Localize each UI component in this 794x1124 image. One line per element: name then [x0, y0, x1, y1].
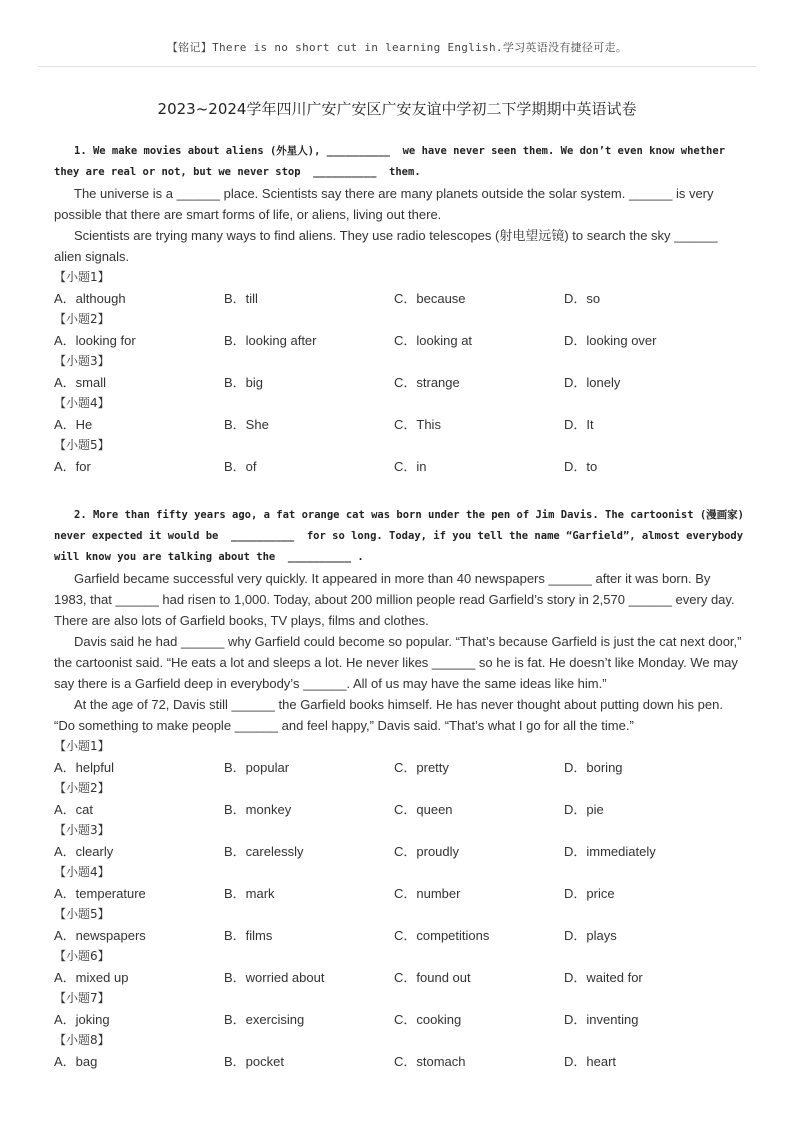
- header-divider: [38, 66, 756, 67]
- subquestion-label: 【小题4】: [54, 865, 110, 879]
- option-a[interactable]: A．small: [54, 375, 107, 390]
- question-stem: 2. More than fifty years ago, a fat orange cat was born under the pen of Jim Davis. The cartoonist (漫画家) never expected it would be __________ for so long. Today, if you tell the name “Garfield”, almost everybody will know you are talking about the __________ .: [54, 509, 751, 563]
- option-c[interactable]: C．cooking: [394, 1012, 462, 1027]
- option-c[interactable]: C．queen: [394, 802, 453, 817]
- option-a[interactable]: A．clearly: [54, 844, 114, 859]
- option-b[interactable]: B．big: [224, 375, 264, 390]
- subquestion-label: 【小题2】: [54, 781, 110, 795]
- option-d[interactable]: D．pie: [564, 802, 604, 817]
- option-b[interactable]: B．popular: [224, 760, 290, 775]
- options-row: [54, 925, 744, 946]
- option-a[interactable]: A．He: [54, 417, 93, 432]
- options-row: [54, 414, 744, 435]
- option-c[interactable]: C．found out: [394, 970, 471, 985]
- options-row: [54, 288, 744, 309]
- option-b[interactable]: B．pocket: [224, 1054, 284, 1069]
- passage-paragraph: At the age of 72, Davis still ______ the Garfield books himself. He has never thought about putting down his pen. “Do something to make people ______ and feel happy,” Davis said. “That’s what I go for all the time.”: [54, 697, 723, 733]
- header-motto: 【铭记】There is no short cut in learning English.学习英语没有捷径可走。: [166, 41, 628, 54]
- subquestion-label: 【小题1】: [54, 739, 110, 753]
- option-d[interactable]: D．inventing: [564, 1012, 639, 1027]
- subquestion-label: 【小题2】: [54, 312, 110, 326]
- options-row: [54, 799, 744, 820]
- option-a[interactable]: A．cat: [54, 802, 94, 817]
- question-1: [54, 141, 744, 477]
- options-row: [54, 330, 744, 351]
- option-a[interactable]: A．looking for: [54, 333, 136, 348]
- option-d[interactable]: D．waited for: [564, 970, 643, 985]
- option-b[interactable]: B．mark: [224, 886, 275, 901]
- options-row: [54, 1051, 744, 1072]
- subquestion-label: 【小题4】: [54, 396, 110, 410]
- option-d[interactable]: D．looking over: [564, 333, 657, 348]
- subquestion-label: 【小题3】: [54, 823, 110, 837]
- option-b[interactable]: B．till: [224, 291, 258, 306]
- option-c[interactable]: C．in: [394, 459, 427, 474]
- options-row: [54, 841, 744, 862]
- option-d[interactable]: D．so: [564, 291, 601, 306]
- option-b[interactable]: B．worried about: [224, 970, 325, 985]
- options-row: [54, 883, 744, 904]
- option-b[interactable]: B．exercising: [224, 1012, 305, 1027]
- option-b[interactable]: B．of: [224, 459, 257, 474]
- option-c[interactable]: C．strange: [394, 375, 460, 390]
- option-d[interactable]: D．heart: [564, 1054, 617, 1069]
- option-a[interactable]: A．mixed up: [54, 970, 129, 985]
- option-a[interactable]: A．temperature: [54, 886, 146, 901]
- option-c[interactable]: C．This: [394, 417, 441, 432]
- option-a[interactable]: A．joking: [54, 1012, 110, 1027]
- subquestion-label: 【小题6】: [54, 949, 110, 963]
- page-title: 2023~2024学年四川广安广安区广安友谊中学初二下学期期中英语试卷: [157, 100, 637, 118]
- subquestion-label: 【小题5】: [54, 907, 110, 921]
- option-a[interactable]: A．bag: [54, 1054, 98, 1069]
- options-row: [54, 757, 744, 778]
- option-b[interactable]: B．films: [224, 928, 273, 943]
- option-b[interactable]: B．carelessly: [224, 844, 304, 859]
- option-c[interactable]: C．pretty: [394, 760, 449, 775]
- options-row: [54, 1009, 744, 1030]
- option-d[interactable]: D．price: [564, 886, 615, 901]
- subquestion-label: 【小题3】: [54, 354, 110, 368]
- option-b[interactable]: B．monkey: [224, 802, 292, 817]
- option-d[interactable]: D．It: [564, 417, 594, 432]
- option-c[interactable]: C．because: [394, 291, 466, 306]
- option-d[interactable]: D．boring: [564, 760, 623, 775]
- subquestion-label: 【小题1】: [54, 270, 110, 284]
- options-row: [54, 372, 744, 393]
- option-d[interactable]: D．lonely: [564, 375, 621, 390]
- option-d[interactable]: D．to: [564, 459, 598, 474]
- option-c[interactable]: C．number: [394, 886, 461, 901]
- option-c[interactable]: C．proudly: [394, 844, 460, 859]
- option-c[interactable]: C．looking at: [394, 333, 473, 348]
- option-c[interactable]: C．competitions: [394, 928, 490, 943]
- option-a[interactable]: A．helpful: [54, 760, 114, 775]
- option-d[interactable]: D．immediately: [564, 844, 656, 859]
- passage-paragraph: Davis said he had ______ why Garfield could become so popular. “That’s because Garfield is just the cat next door,” the cartoonist said. “He eats a lot and sleeps a lot. He never likes ______ so he is fat. He doesn’t like Monday. We may say there is a Garfield deep in everybody’s ______. All of us may have the same ideas like him.”: [54, 634, 742, 691]
- option-d[interactable]: D．plays: [564, 928, 617, 943]
- option-c[interactable]: C．stomach: [394, 1054, 466, 1069]
- passage-paragraph: The universe is a ______ place. Scientists say there are many planets outside the solar system. ______ is very possible that there are smart forms of life, or aliens, living out there.: [54, 186, 714, 222]
- subquestion-label: 【小题8】: [54, 1033, 110, 1047]
- option-a[interactable]: A．newspapers: [54, 928, 146, 943]
- option-a[interactable]: A．for: [54, 459, 91, 474]
- subquestion-label: 【小题5】: [54, 438, 110, 452]
- question-2: [54, 505, 751, 1072]
- options-row: [54, 456, 744, 477]
- options-row: [54, 967, 744, 988]
- option-a[interactable]: A．although: [54, 291, 126, 306]
- passage-paragraph: Scientists are trying many ways to find aliens. They use radio telescopes (射电望远镜) to search the sky ______ alien signals.: [54, 228, 718, 264]
- option-b[interactable]: B．She: [224, 417, 269, 432]
- subquestion-label: 【小题7】: [54, 991, 110, 1005]
- option-b[interactable]: B．looking after: [224, 333, 317, 348]
- passage-paragraph: Garfield became successful very quickly. It appeared in more than 40 newspapers ______ after it was born. By 1983, that ______ had risen to 1,000. Today, about 200 million people read Garfield’s story in 2,570 ______ every day. There are also lots of Garfield books, TV plays, films and clothes.: [54, 571, 735, 628]
- question-stem: 1. We make movies about aliens (外星人), __________ we have never seen them. We don’t even know whether they are real or not, but we never stop __________ them.: [54, 145, 732, 178]
